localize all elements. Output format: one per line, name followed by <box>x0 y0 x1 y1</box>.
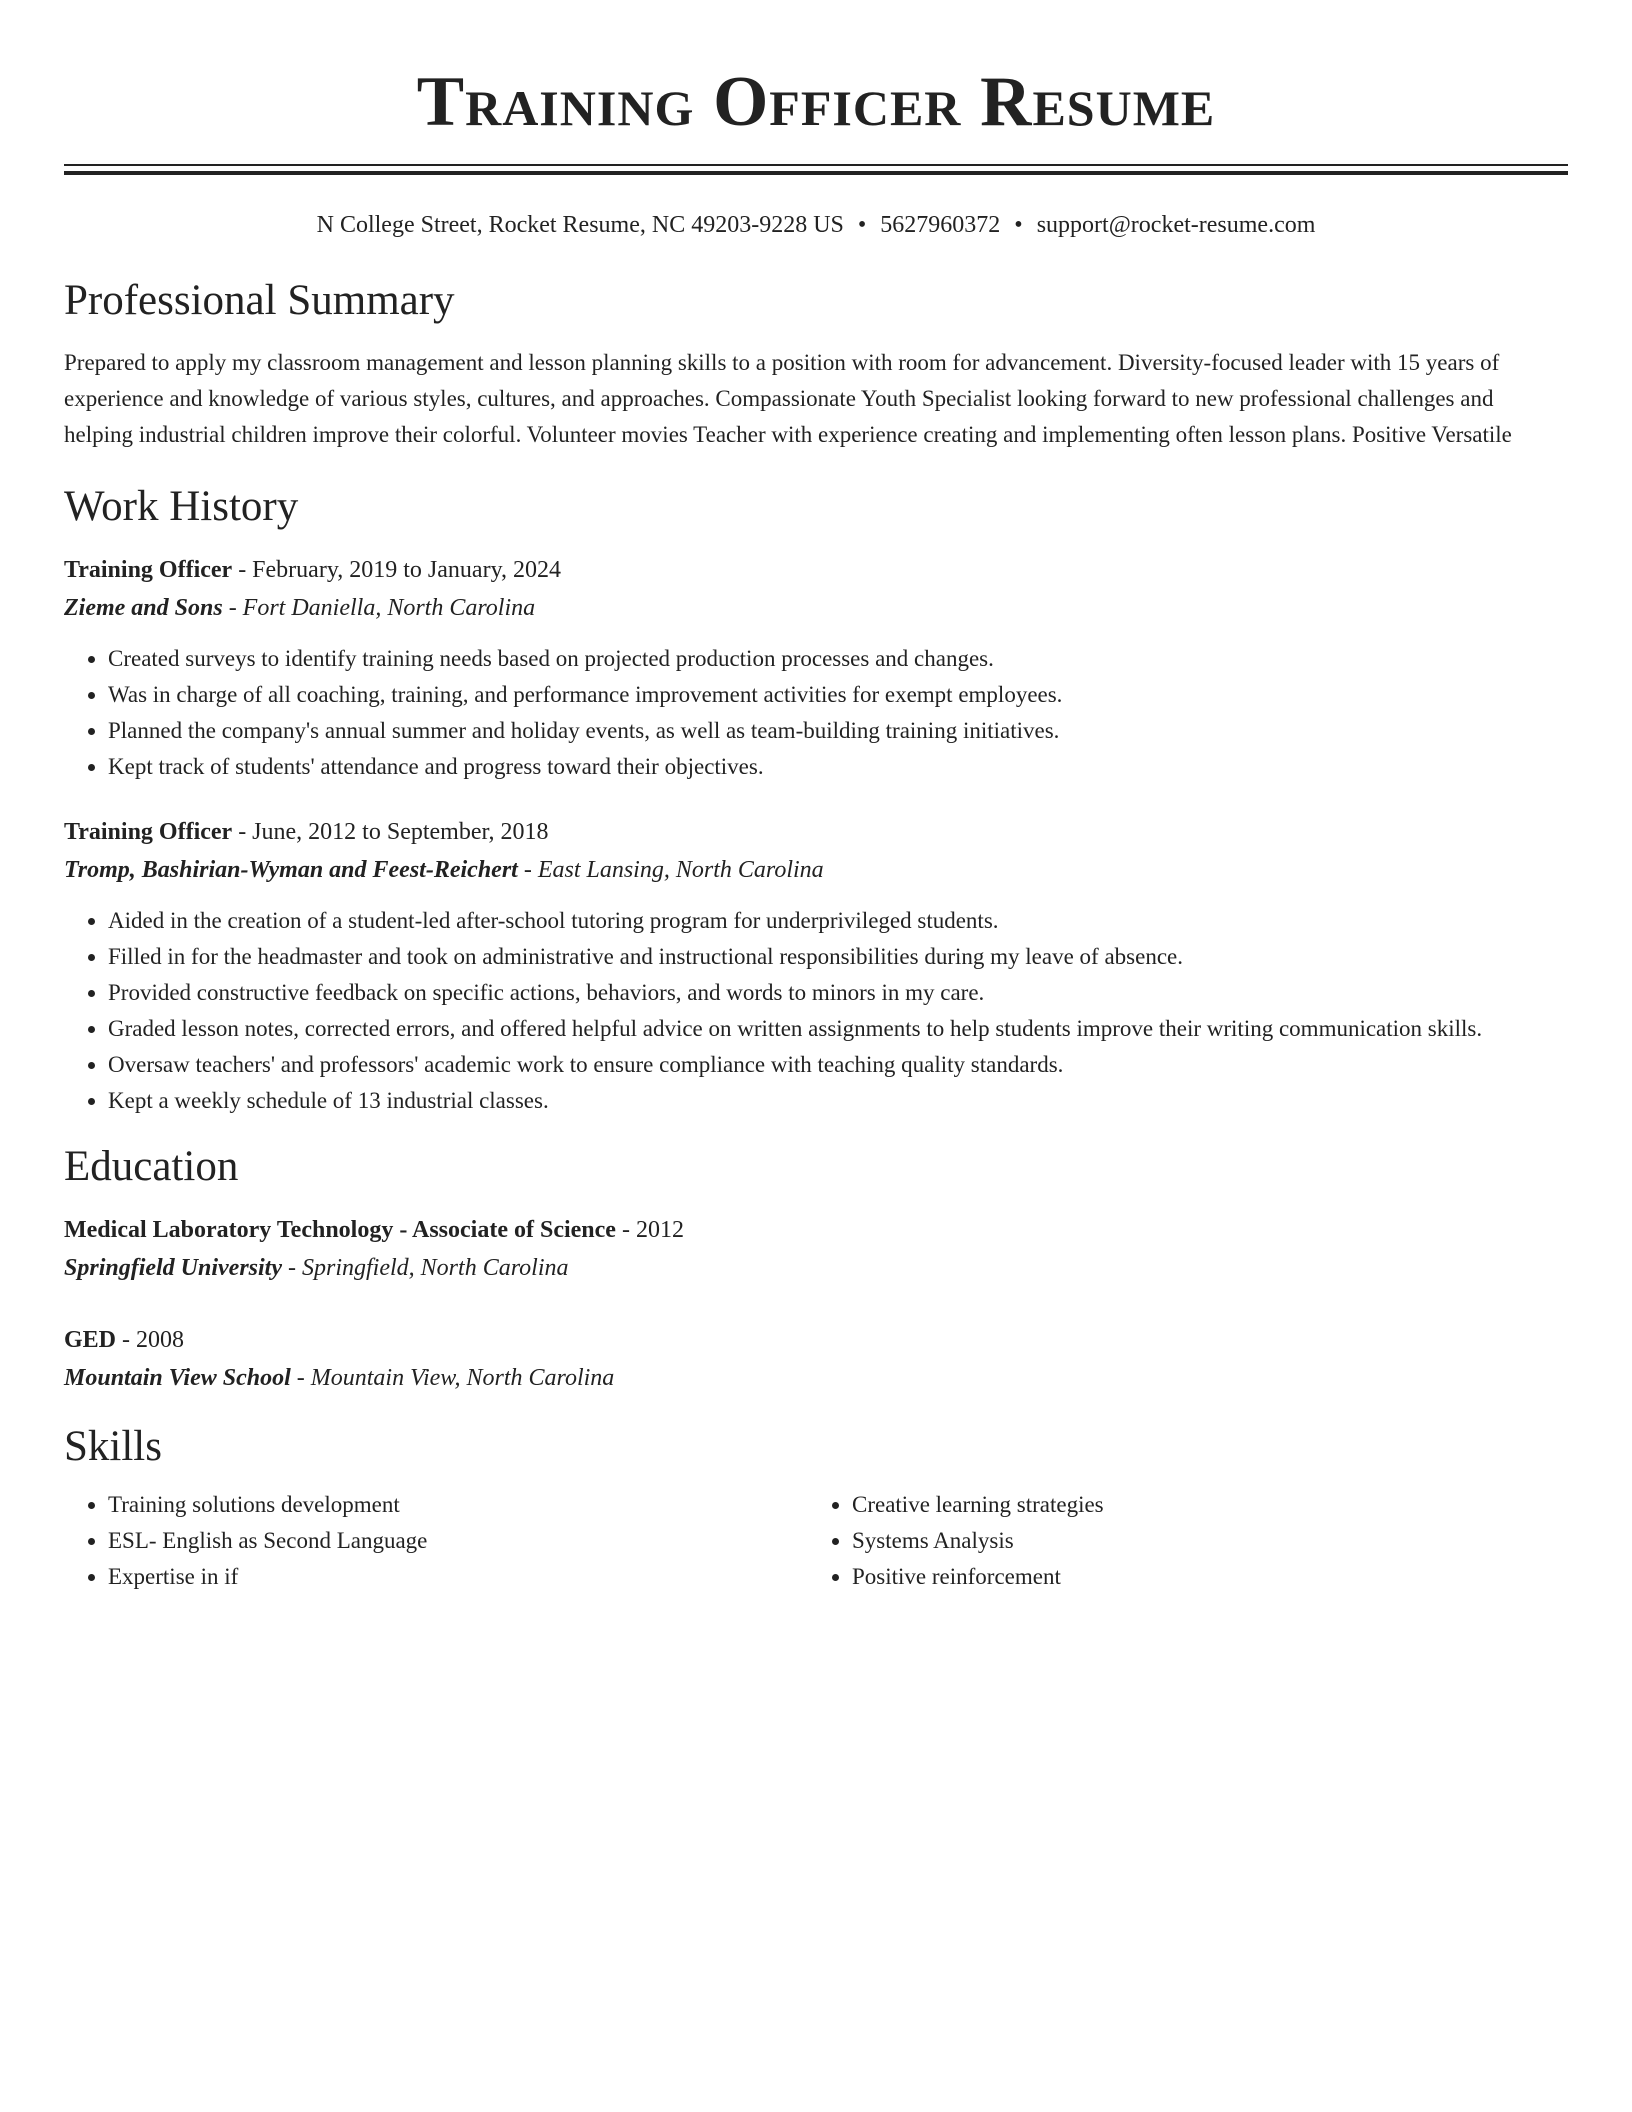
skill-item: • Positive reinforcement <box>852 1559 1552 1595</box>
job-dates: - June, 2012 to September, 2018 <box>232 819 549 845</box>
job-bullet: • Was in charge of all coaching, training, and performance improvement activities for exempt employees. <box>108 677 1568 713</box>
job-bullet: • Oversaw teachers' and professors' academic work to ensure compliance with teaching quality standards. <box>108 1047 1568 1083</box>
job-company-line <box>64 589 1568 627</box>
education-degree: GED <box>64 1327 117 1353</box>
skill-item: • Training solutions development <box>108 1487 808 1523</box>
job-bullet: • Aided in the creation of a student-led after-school tutoring program for underprivileged students. <box>108 903 1568 939</box>
job-bullets <box>64 903 1568 1119</box>
job-entry <box>64 551 1568 785</box>
education-entry <box>64 1321 1568 1397</box>
skills-column-left <box>64 1487 808 1595</box>
education-location: - Mountain View, North Carolina <box>290 1365 615 1391</box>
contact-separator: • <box>1014 212 1023 238</box>
education-degree-line <box>64 1321 1568 1359</box>
job-entry <box>64 813 1568 1119</box>
resume-name: Training Officer Resume <box>416 63 1216 141</box>
contact-separator: • <box>857 212 867 238</box>
job-role: Training Officer <box>64 819 233 845</box>
education-school-line <box>64 1359 1568 1397</box>
skills-heading: Skills <box>64 1423 162 1470</box>
education-degree-line <box>64 1211 1568 1249</box>
skill-item: • Systems Analysis <box>852 1523 1552 1559</box>
job-dates: - February, 2019 to January, 2024 <box>232 557 562 583</box>
skill-item: • Expertise in if <box>108 1559 808 1595</box>
job-location: - Fort Daniella, North Carolina <box>222 595 536 621</box>
job-bullet: • Graded lesson notes, corrected errors, and offered helpful advice on written assignments to help students improve their writing communication skills. <box>108 1011 1568 1047</box>
job-location: - East Lansing, North Carolina <box>517 857 824 883</box>
job-bullet: • Created surveys to identify training needs based on projected production processes and changes. <box>108 641 1568 677</box>
contact-line <box>64 210 1568 240</box>
education-school-line <box>64 1249 1568 1287</box>
education-year: - 2008 <box>116 1327 185 1353</box>
job-title-line <box>64 813 1568 851</box>
skill-item: • Creative learning strategies <box>852 1487 1552 1523</box>
education-school: Springfield University <box>64 1255 283 1281</box>
header-divider <box>64 164 1568 175</box>
job-company: Tromp, Bashirian-Wyman and Feest-Reichert <box>64 857 518 883</box>
job-company: Zieme and Sons <box>64 595 223 621</box>
skill-item: • ESL- English as Second Language <box>108 1523 808 1559</box>
job-bullet: • Kept a weekly schedule of 13 industrial classes. <box>108 1083 1568 1119</box>
job-bullets <box>64 641 1568 785</box>
work-history-heading: Work History <box>64 483 299 530</box>
education-school: Mountain View School <box>64 1365 291 1391</box>
contact-address: N College Street, Rocket Resume, NC 49203-9228 US <box>316 212 844 238</box>
education-location: - Springfield, North Carolina <box>282 1255 569 1281</box>
contact-email: support@rocket-resume.com <box>1036 212 1316 238</box>
skills-column-right <box>808 1487 1552 1595</box>
summary-text: Prepared to apply my classroom management and lesson planning skills to a position with room for advancement. Diversity-focused leader with 15 years of experience and knowledge of various styles, cultures, and approaches. Compassionate Youth Specialist looking forward to new professional challenges and helping industrial children improve their colorful. Volunteer movies Teacher with experience creating and implementing often lesson plans. Positive Versatile <box>64 350 1512 447</box>
contact-phone: 5627960372 <box>880 212 1001 238</box>
education-heading: Education <box>64 1143 239 1190</box>
summary-heading: Professional Summary <box>64 277 455 324</box>
skills-list <box>64 1487 1568 1595</box>
job-bullet: • Planned the company's annual summer and holiday events, as well as team-building training initiatives. <box>108 713 1568 749</box>
job-bullet: • Provided constructive feedback on specific actions, behaviors, and words to minors in my care. <box>108 975 1568 1011</box>
job-bullet: • Kept track of students' attendance and progress toward their objectives. <box>108 749 1568 785</box>
education-year: - 2012 <box>615 1217 684 1243</box>
job-role: Training Officer <box>64 557 233 583</box>
education-degree: Medical Laboratory Technology - Associate of Science <box>64 1217 616 1243</box>
job-company-line <box>64 851 1568 889</box>
education-entry <box>64 1211 1568 1287</box>
job-bullet: • Filled in for the headmaster and took on administrative and instructional responsibilities during my leave of absence. <box>108 939 1568 975</box>
job-title-line <box>64 551 1568 589</box>
